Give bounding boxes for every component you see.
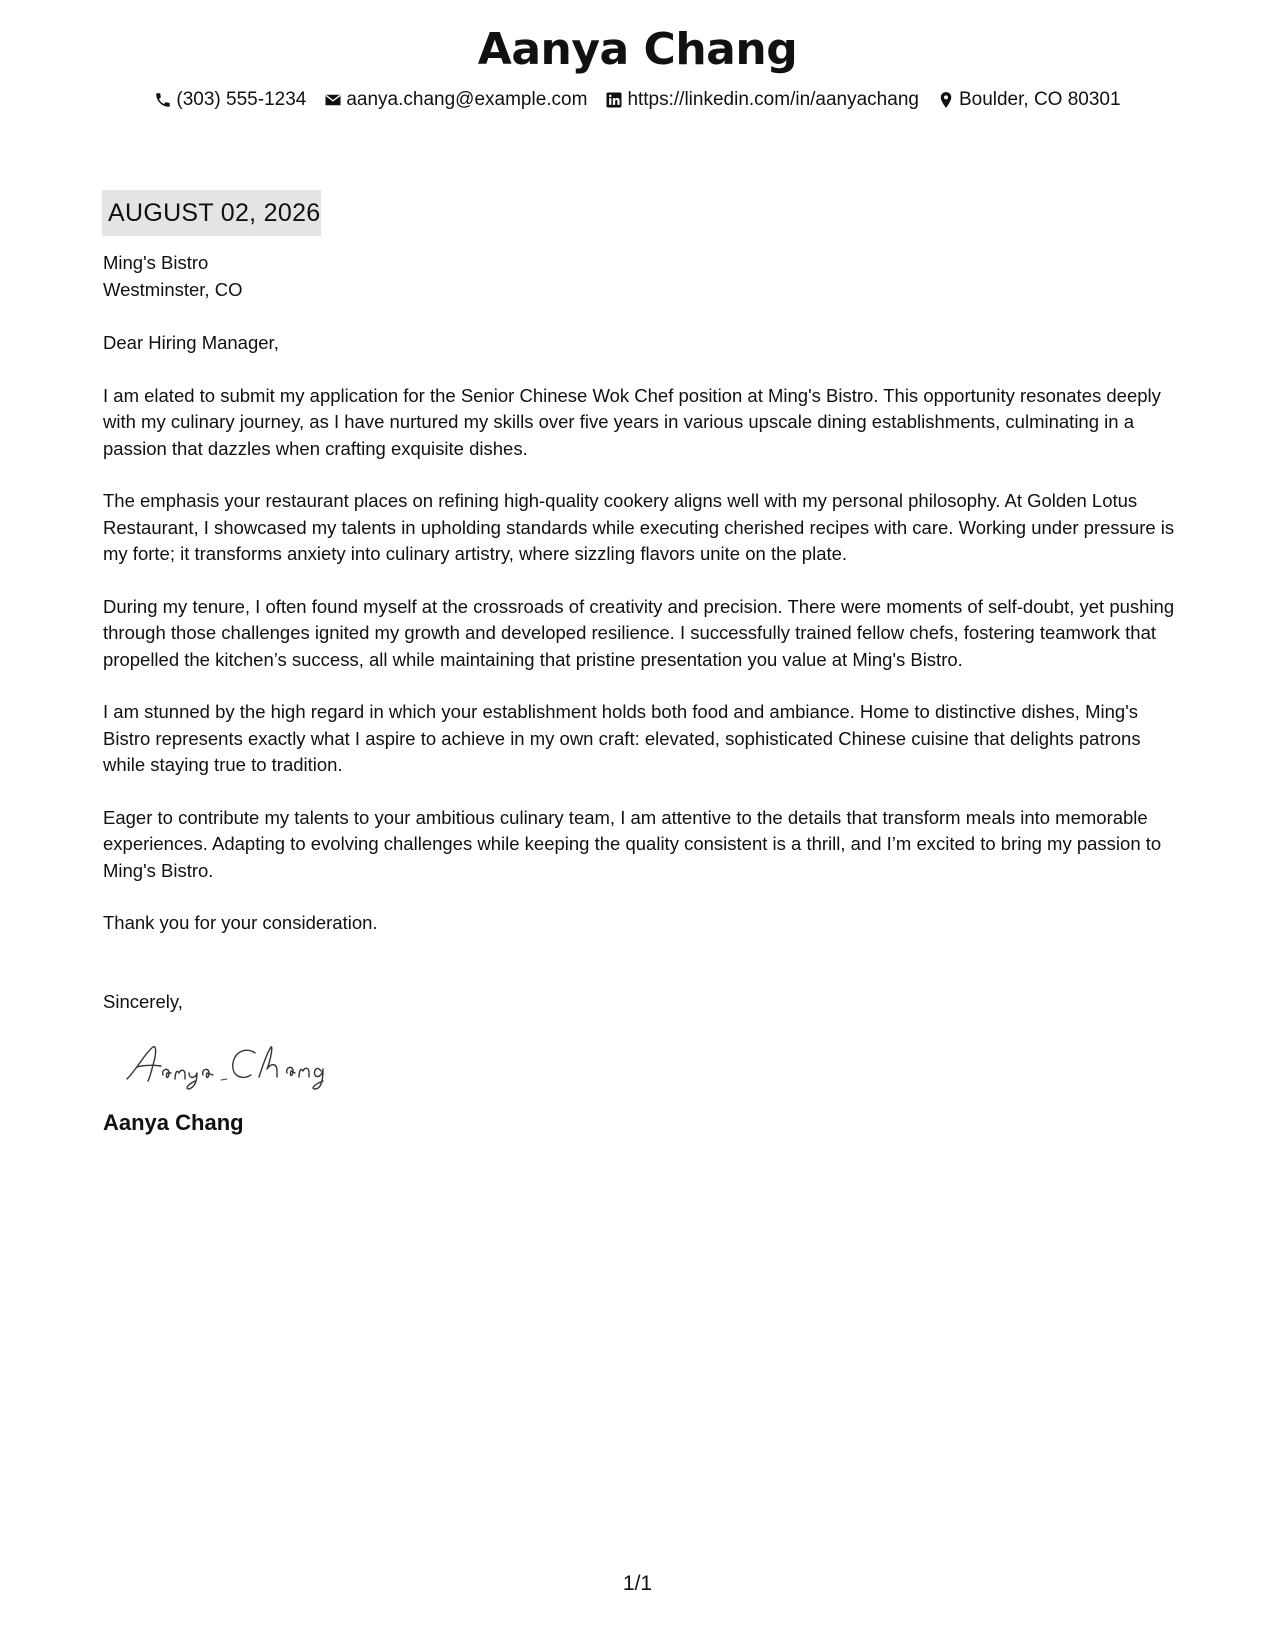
map-pin-icon bbox=[937, 91, 955, 109]
body-paragraph-4: I am stunned by the high regard in which your establishment holds both food and ambiance. Home to distinctive dishes, Ming's Bistro represents exactly what I aspire to achieve in my own craft: elevated, sophisticated Chinese cuisine that delights patrons while staying true to tradition. bbox=[103, 701, 1141, 775]
phone-icon bbox=[154, 91, 172, 109]
linkedin-text[interactable]: https://linkedin.com/in/aanyachang bbox=[627, 89, 919, 110]
contact-bar bbox=[0, 88, 1275, 112]
closing-line: Thank you for your consideration. bbox=[103, 912, 378, 933]
page-number: 1/1 bbox=[622, 1572, 653, 1595]
linkedin-icon bbox=[605, 91, 623, 109]
body-paragraph-3: During my tenure, I often found myself at the crossroads of creativity and precision. There were moments of self-doubt, yet pushing through those challenges ignited my growth and developed resilience. I successfully trained fellow chefs, fostering teamwork that propelled the kitchen’s success, all while maintaining that pristine presentation you value at Ming's Bistro. bbox=[103, 595, 1175, 670]
contact-linkedin[interactable] bbox=[605, 88, 919, 112]
contact-location bbox=[937, 88, 1121, 112]
letter-date: AUGUST 02, 2026 bbox=[102, 190, 321, 236]
body-paragraph-5: Eager to contribute my talents to your ambitious culinary team, I am attentive to the details that transform meals into memorable experiences. Adapting to evolving challenges while keeping the quality consistent is a thrill, and I’m excited to bring my passion to Ming's Bistro. bbox=[103, 806, 1162, 881]
recipient-company: Ming's Bistro bbox=[103, 252, 209, 273]
contact-phone bbox=[154, 88, 306, 112]
envelope-icon bbox=[324, 91, 342, 109]
signed-name: Aanya Chang bbox=[103, 1109, 244, 1135]
email-text[interactable]: aanya.chang@example.com bbox=[346, 89, 588, 110]
body-paragraph-2: The emphasis your restaurant places on refining high-quality cookery aligns well with my personal philosophy. At Golden Lotus Restaurant, I showcased my talents in upholding standards while executing cherished recipes with care. Working under pressure is my forte; it transforms anxiety into culinary artistry, where sizzling flavors unite on the plate. bbox=[103, 490, 1175, 564]
letter-body bbox=[103, 190, 1175, 1137]
handwritten-signature bbox=[123, 1039, 343, 1091]
contact-email[interactable] bbox=[324, 88, 587, 112]
location-text: Boulder, CO 80301 bbox=[958, 89, 1121, 110]
applicant-name: Aanya Chang bbox=[477, 24, 798, 75]
letter-header bbox=[0, 22, 1275, 112]
phone-text: (303) 555-1234 bbox=[176, 89, 307, 110]
signoff: Sincerely, bbox=[103, 990, 183, 1012]
body-paragraph-1: I am elated to submit my application for the Senior Chinese Wok Chef position at Ming's Bistro. This opportunity resonates deeply with my culinary journey, as I have nurtured my skills over five years in various upscale dining establishments, culminating in a passion that dazzles when crafting exquisite dishes. bbox=[103, 384, 1161, 459]
salutation: Dear Hiring Manager, bbox=[103, 332, 279, 353]
recipient-location: Westminster, CO bbox=[103, 278, 243, 300]
recipient-block bbox=[103, 250, 1175, 303]
